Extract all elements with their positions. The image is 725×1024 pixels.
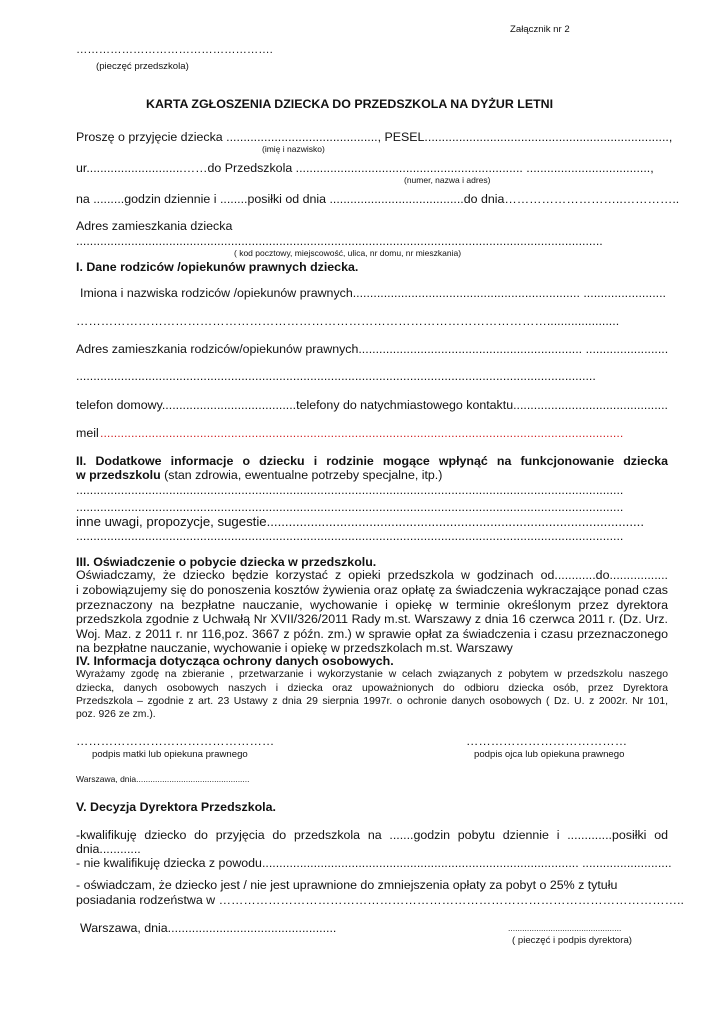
section3-line-2: i zobowiązujemy się do ponoszenia kosztów żywienia oraz opłatę za świadczenia wykraczające ponad czas [76, 583, 668, 597]
stamp-caption: (pieczęć przedszkola) [96, 61, 189, 72]
section2-dots-1: ............................................................................................................................................................... [76, 483, 624, 497]
parents-address-dots: ....................................................................................................................................................... [76, 369, 596, 383]
section1-heading: I. Dane rodziców /opiekunów prawnych dziecka. [76, 260, 359, 274]
director-place-date: Warszawa, dnia................................................. [80, 921, 337, 935]
section3-line-3: przeznaczony na bezpłatne nauczanie, wychowanie i opiekę w terminie określonym przez dyrektora [76, 598, 668, 612]
stamp-placeholder: ……………………………………………. [76, 44, 273, 56]
section2-heading: II. Dodatkowe informacje o dziecku i rodzinie mogące wpłynąć na funkcjonowanie dziecka [76, 454, 668, 468]
section3-line-6: na bezpłatne nauczanie, wychowanie i opiekę w przedszkolach m.st. Warszawy [76, 641, 513, 655]
kindergarten-caption: (numer, nazwa i adres) [404, 175, 491, 185]
parents-address-line: Adres zamieszkania rodziców/opiekunów prawnych................................................................. ........................ [76, 342, 669, 356]
section3-heading: III. Oświadczenie o pobycie dziecka w przedszkolu. [76, 555, 377, 569]
section4-line-3: Przedszkola – zgodnie z art. 23 Ustawy z dnia 29 sierpnia 1997r. o ochronie danych osobowych ( Dz. U. z 2002r. Nr 101, [76, 696, 668, 707]
child-address-caption: ( kod pocztowy, miejscowość, ulica, nr domu, nr mieszkania) [234, 248, 462, 258]
section4-line-4: poz. 926 ze zm.). [76, 709, 156, 720]
section4-line-1: Wyrażamy zgodę na zbieranie , przetwarzanie i wykorzystanie w celach związanych z pobytem w przedszkolu naszego [76, 669, 668, 680]
mother-signature-dots: ………………………………………… [76, 734, 275, 748]
attachment-label: Załącznik nr 2 [510, 24, 570, 35]
father-signature-caption: podpis ojca lub opiekuna prawnego [474, 749, 625, 760]
hours-dates-line: na .........godzin dziennie i ........posiłki od dnia .......................................do dnia………………………..………….. [76, 192, 680, 206]
not-qualify-line: - nie kwalifikuję dziecka z powodu............................................................................................ .......................... [76, 856, 672, 870]
director-signature-dots: ................................................ [508, 923, 622, 933]
section3-line-1: Oświadczamy, że dziecko będzie korzystać z opieki przedszkola w godzinach od............do................. [76, 568, 668, 582]
section2-heading-line2 [76, 469, 442, 481]
discount-line-2: posiadania rodzeństwa w ………………………………………………………………………………………………….. [76, 893, 684, 907]
mother-signature-caption: podpis matki lub opiekuna prawnego [92, 749, 248, 760]
section3-line-5: Woj. Maz. z 2011 r. nr 116,poz. 3667 z późn. zm.) w sprawie opłat za świadczenia i czasu przeznaczonego [76, 627, 668, 641]
section2-dots-3: ............................................................................................................................................................... [76, 529, 624, 543]
email-dots: ........................................................................................................................................................ [100, 426, 624, 440]
parents-names-line: Imiona i nazwiska rodziców /opiekunów prawnych.................................................................. ........................ [80, 286, 666, 300]
parents-place-date: Warszawa, dnia................................................ [76, 774, 250, 784]
section5-heading: V. Decyzja Dyrektora Przedszkola. [76, 800, 276, 814]
child-name-pesel-line: Proszę o przyjęcie dziecka ............................................, PESEL......................................................................., [76, 130, 673, 144]
qualify-line-2: dnia............ [76, 842, 141, 856]
section2-dots-2: ............................................................................................................................................................... [76, 500, 624, 514]
birth-kindergarten-line: ur............................……do Przedszkola .................................................................. ...................................., [76, 161, 654, 175]
child-address-dots: ......................................................................................................................................................... [76, 234, 603, 248]
section2-heading-bold: w przedszkolu [76, 468, 161, 482]
document-title: KARTA ZGŁOSZENIA DZIECKA DO PRZEDSZKOLA NA DYŻUR LETNI [146, 97, 554, 111]
qualify-line-1: -kwalifikuję dziecko do przyjęcia do przedszkola na .......godzin pobytu dziennie i .............posiłki od [76, 828, 668, 842]
remarks-line: inne uwagi, propozycje, sugestie....................................................................................................... [76, 514, 644, 529]
section3-line-4: przedszkola zgodnie z Uchwałą Nr XVII/326/2011 Rady m.st. Warszawy z dnia 16 czerwca 2011 r. (Dz. Urz. [76, 612, 668, 626]
child-address-label: Adres zamieszkania dziecka [76, 219, 233, 233]
phone-line: telefon domowy.......................................telefony do natychmiastowego kontaktu............................................. [76, 398, 669, 412]
section4-heading: IV. Informacja dotycząca ochrony danych osobowych. [76, 654, 394, 668]
parents-names-dots: ……………………………………………………………………………………………………..................... [76, 314, 620, 328]
discount-line-1: - oświadczam, że dziecko jest / nie jest uprawnione do zmniejszenia opłaty za pobyt o 25% z tytułu [76, 878, 618, 892]
email-label: meil [76, 426, 99, 440]
director-signature-caption: ( pieczęć i podpis dyrektora) [512, 935, 632, 946]
section4-line-2: dziecka, danych osobowych naszych i dziecka oraz upoważnionych do odbioru dziecka osób, przez Dyrektora [76, 683, 668, 694]
section2-heading-rest: (stan zdrowia, ewentualne potrzeby specjalne, itp.) [160, 468, 443, 482]
father-signature-dots: ………………………………… [466, 734, 628, 748]
child-name-caption: (imię i nazwisko) [262, 144, 325, 154]
